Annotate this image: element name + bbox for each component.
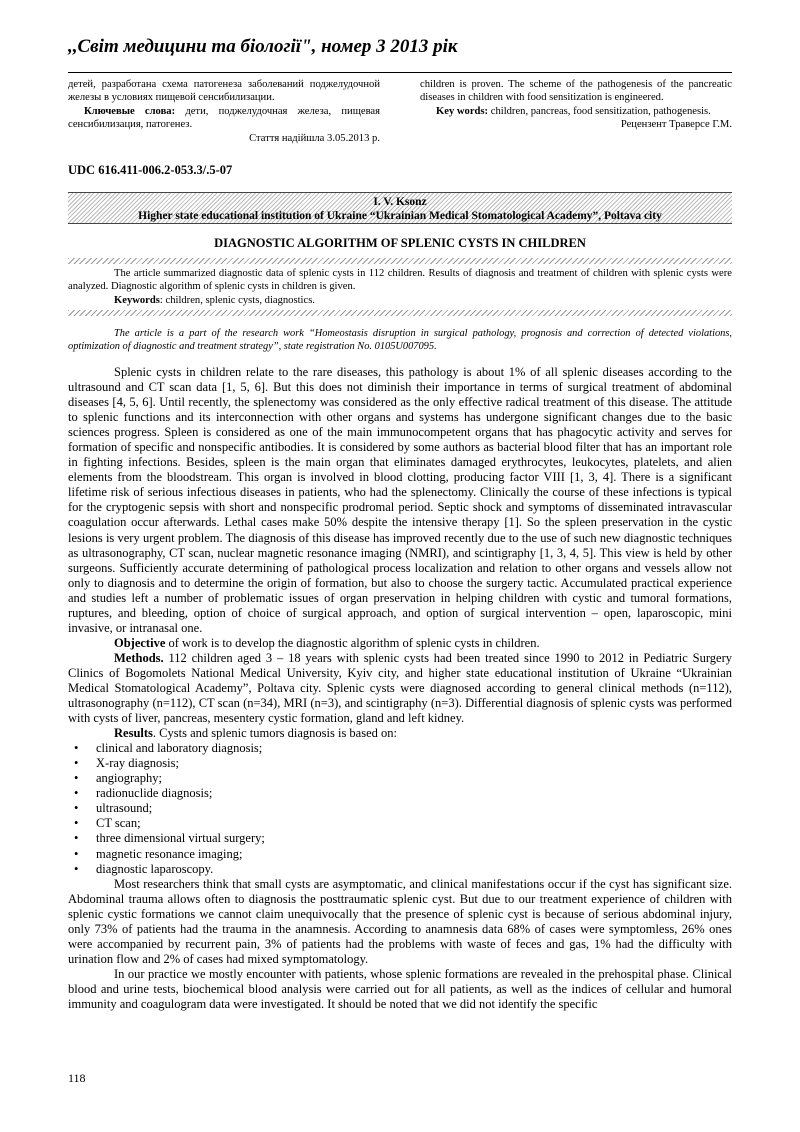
journal-header: ,,Світ медицини та біології", номер 3 2013 рік [68,36,458,57]
article-title: DIAGNOSTIC ALGORITHM OF SPLENIC CYSTS IN CHILDREN [214,236,586,250]
prev-left-keywords-text: дети, поджелудочная железа, пищевая сенсибилизация, патогенез. [68,105,380,131]
methods-paragraph [68,651,732,726]
prev-right-text: children is proven. The scheme of the pathogenesis of the pancreatic diseases in children with food sensitization is engineered. [420,79,732,104]
list-item: • radionuclide diagnosis; [68,786,732,801]
abstract-keywords [68,294,732,307]
abstract-top-divider [68,258,732,264]
list-item: • angiography; [68,771,732,786]
objective-label: Objective [114,635,166,650]
udc-code: UDC 616.411-006.2-053.3/.5-07 [68,163,233,177]
list-item: • clinical and laboratory diagnosis; [68,741,732,756]
prev-left-keywords [68,105,380,132]
page-number: 118 [68,1071,86,1085]
prev-article-left-column [68,78,380,145]
practice-paragraph: In our practice we mostly encounter with patients, whose splenic formations are revealed in the prehospital phase. Clinical blood and urine tests, biochemical blood analysis were carried out for all patients, as well as the indices of cellular and humoral immunity and coagulogram data were investigated. It should be noted that we did not identify the specific [68,966,732,1011]
objective-text: of work is to develop the diagnostic algorithm of splenic cysts in children. [165,635,540,650]
prev-left-received: Стаття надійшла 3.05.2013 р. [249,132,380,144]
intro-paragraph: Splenic cysts in children relate to the rare diseases, this pathology is about 1% of all splenic diseases according to the ultrasound and CT scan data [1, 5, 6]. But this does not diminish their importance in terms of surgical treatment of abdominal diseases [4, 5, 6]. Until recently, the splenectomy was considered as the only effective radical treatment of this disease. The attitude to splenic functions and its interconnection with other organs and systems has undergone significant changes due to the basic sciences progress. Spleen is considered as one of the main immunocompetent organs that has phagocytic activity and serves for formation of specific and nonspecific antibodies. It is considered by some authors as bacterial blood filter that has an important role in fighting infections. Besides, spleen is the main organ that eliminates damaged erythrocytes, leukocytes, platelets, and alien elements from the bloodstream. This organ is involved in blood clotting, producing factor VIII [1, 3, 4]. There is a significant lifetime risk of serious infectious diseases in patients, who had the splenectomy. Clinically the course of these infections is typical for the cryptogenic sepsis with short and nonspecific prodromal period. Septic shock and symptoms of disseminated intravascular coagulation occur afterwards. Lethal cases make 50% despite the intensive therapy [1]. So the spleen preservation in the cystic lesions is very urgent problem. The diagnosis of this disease has improved recently due to the use of such new diagnostic techniques as ultrasonography, CT scan, nuclear magnetic resonance imaging (NMRI), and scintigraphy [1, 3, 4, 5]. This view is held by other surgeons. Sufficiently accurate determining of pathological process localization and relation to other organs and vessels allow not only to diagnosis and to determine the origin of formation, but also to choose the surgery tactic. Accumulated practical experience and studies left a number of problematic issues of organ preservation in helping children with cystic and tumoral formations, ruptures, and bleeding, option of choice of surgical approach, and option of surgical intervention – open, laparoscopic, mini invasive, or intranasal one. [68,365,732,635]
prev-right-keywords-text: children, pancreas, food sensitization, pathogenesis. [490,105,711,117]
diagnosis-list [68,741,732,876]
list-item: • ultrasound; [68,801,732,816]
prev-left-keywords-label: Ключевые слова: [84,105,176,117]
abstract-keywords-text: : children, splenic cysts, diagnostics. [159,294,315,306]
symptoms-paragraph: Most researchers think that small cysts are asymptomatic, and clinical manifestations occur if the cyst has significant size. Abdominal trauma allows often to diagnosis the posttraumatic splenic cyst. But due to our treatment experience of children with splenic cystic formations we cannot claim unequivocally that the presence of splenic cyst is because of serious abdominal injury, only 73% of patients had the trauma in the anamnesis. According to anamnesis data 68% of cases were symptomless, 26% ones were accompanied by recurrent pain, 3% of patients had the problems with waste of feces and gas, 1% had the difficulty with urination flow and 2% of cases had mixed symptomatology. [68,876,732,966]
author-band [68,192,732,224]
methods-label: Methods. [114,650,164,665]
abstract-keywords-label: Keywords [114,294,160,306]
objective-paragraph [68,636,732,651]
list-item: • X-ray diagnosis; [68,756,732,771]
article-body [68,365,732,1012]
results-paragraph [68,726,732,741]
results-label: Results [114,726,153,741]
prev-right-keywords-label: Key words: [436,105,489,117]
author: I. V. Ksonz [373,196,427,208]
list-item: • three dimensional virtual surgery; [68,831,732,846]
affiliation: Higher state educational institution of Ukraine “Ukrainian Medical Stomatological Academy”, Poltava city [138,210,662,222]
prev-article-right-column [420,78,732,132]
prev-right-reviewer: Рецензент Траверсе Г.М. [620,119,732,131]
list-item: • magnetic resonance imaging; [68,847,732,862]
abstract-bottom-divider [68,310,732,316]
prev-left-text: детей, разработана схема патогенеза заболеваний поджелудочной железы в условиях пищевой сенсибилизации. [68,79,380,104]
header-rule [68,72,732,73]
research-note: The article is a part of the research work “Homeostasis disruption in surgical pathology, prognosis and correction of detected violations, optimization of diagnostic and treatment strategy”, state registration No. 0105U007095. [68,328,732,353]
prev-right-keywords [420,105,732,118]
list-item: • diagnostic laparoscopy. [68,862,732,877]
list-item: • CT scan; [68,816,732,831]
methods-text: 112 children aged 3 – 18 years with splenic cysts had been treated since 1990 to 2012 in Pediatric Surgery Clinics of Bogomolets National Medical University, Kyiv city, and higher state educational institution of Ukraine “Ukrainian Medical Stomatological Academy”, Poltava city. Splenic cysts were diagnosed according to general clinical methods (n=112), ultrasonography (n=112), CT scan (n=34), MRI (n=3), and scintigraphy (n=3). Differential diagnosis of splenic cysts was performed with cysts of liver, pancreas, mesentery cystic formation, gland and left kidney. [68,650,732,726]
abstract [68,267,732,307]
results-text: . Cysts and splenic tumors diagnosis is based on: [152,726,397,741]
abstract-text: The article summarized diagnostic data of splenic cysts in 112 children. Results of diagnosis and treatment of children with splenic cysts were analyzed. Diagnostic algorithm of splenic cysts in children is given. [68,268,732,293]
